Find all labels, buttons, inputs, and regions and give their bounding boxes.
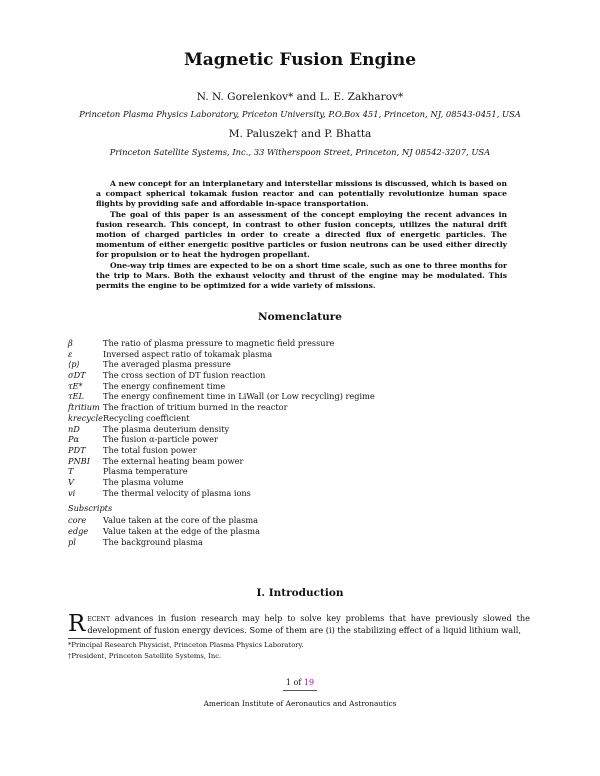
subscript-description: Value taken at the core of the plasma — [103, 515, 259, 526]
nomenclature-row — [68, 402, 528, 413]
subscript-description: The background plasma — [103, 536, 203, 547]
introduction-paragraph — [68, 612, 530, 636]
nomenclature-symbol: vi — [68, 487, 76, 498]
nomenclature-description: The energy confinement time — [103, 380, 226, 391]
nomenclature-description: The averaged plasma pressure — [103, 359, 231, 370]
nomenclature-symbol: T — [68, 466, 74, 477]
nomenclature-row — [68, 370, 528, 381]
abstract-paragraph: The goal of this paper is an assessment of the concept employing the recent advances in fusion research. This concept, in contrast to other fusion concepts, utilizes the natural drift motion of charged particles in order to create a directed flux of energetic particles. The momentum of either energetic positive particles or fusion neutrons can be used either directly for propulsion or to heat the hydrogen propellant. — [96, 209, 507, 260]
subscript-row — [68, 526, 528, 537]
nomenclature-row — [68, 413, 528, 424]
nomenclature-heading: Nomenclature — [258, 311, 342, 323]
nomenclature-description: The total fusion power — [103, 444, 197, 455]
affiliation-1: Princeton Plasma Physics Laboratory, Priceton University, P.O.Box 451, Princeton, NJ, 08543-0451, USA — [79, 109, 521, 119]
abstract-paragraph: One-way trip times are expected to be on a short time scale, such as one to three months for the trip to Mars. Both the exhaust velocity and thrust of the engine may be modulated. This permits the engine to be optimized for a wide variety of missions. — [96, 260, 507, 291]
nomenclature-symbol: ε — [68, 348, 73, 359]
drop-cap: R — [68, 611, 86, 637]
section-heading-introduction: I. Introduction — [256, 587, 344, 599]
nomenclature-symbol: Pα — [68, 434, 80, 445]
footnote-divider — [68, 638, 156, 639]
nomenclature-row — [68, 381, 528, 392]
nomenclature-row — [68, 466, 528, 477]
introduction-text — [68, 612, 530, 636]
nomenclature-row — [68, 338, 528, 349]
subscript-symbol: edge — [68, 526, 89, 536]
nomenclature-symbol: nD — [68, 423, 80, 434]
nomenclature-description: The fraction of tritium burned in the reactor — [103, 402, 288, 413]
subscript-symbol: pl — [68, 536, 76, 547]
intro-body: advances in fusion research may help to solve key problems that have previously slowed the development of fusion energy devices. Some of them are (i) the stabilizing effect of a liquid lithium wall, — [87, 613, 530, 635]
nomenclature-symbol: τEL — [68, 391, 84, 402]
authors-line-1: N. N. Gorelenkov* and L. E. Zakharov* — [196, 91, 404, 103]
nomenclature-description: The fusion α-particle power — [103, 434, 218, 445]
subscript-row — [68, 537, 528, 548]
nomenclature-description: Inversed aspect ratio of tokamak plasma — [103, 348, 273, 359]
nomenclature-list — [68, 338, 528, 547]
nomenclature-row — [68, 456, 528, 467]
nomenclature-description: Plasma temperature — [103, 466, 188, 477]
nomenclature-symbol: ftritium — [68, 402, 100, 413]
subscript-row — [68, 515, 528, 526]
nomenclature-row — [68, 391, 528, 402]
nomenclature-symbol: β — [68, 338, 73, 348]
nomenclature-description: The energy confinement time in LiWall (or Low recycling) regime — [103, 391, 375, 402]
nomenclature-symbol: ⟨p⟩ — [68, 359, 80, 370]
nomenclature-description: Recycling coefficient — [103, 412, 190, 423]
page-number-divider — [283, 690, 317, 691]
nomenclature-row — [68, 424, 528, 435]
nomenclature-row — [68, 359, 528, 370]
nomenclature-symbol: PDT — [68, 444, 86, 455]
nomenclature-symbol: PNBI — [68, 455, 90, 466]
page-total-link[interactable]: 19 — [303, 678, 315, 687]
nomenclature-row — [68, 477, 528, 488]
nomenclature-row — [68, 349, 528, 360]
nomenclature-symbol: krecycle — [68, 412, 103, 423]
nomenclature-description: The plasma deuterium density — [103, 423, 230, 434]
nomenclature-symbol: τE* — [68, 380, 83, 391]
footnote-1: *Principal Research Physicist, Princeton Plasma Physics Laboratory. — [68, 641, 304, 649]
nomenclature-symbol: σDT — [68, 370, 86, 381]
page-footer: American Institute of Aeronautics and Astronautics — [203, 699, 397, 708]
subscripts-heading: Subscripts — [68, 503, 113, 514]
nomenclature-row — [68, 488, 528, 499]
nomenclature-description: The cross section of DT fusion reaction — [103, 370, 266, 381]
nomenclature-description: The external heating beam power — [103, 455, 244, 466]
footnote-2: †President, Princeton Satellite Systems, Inc. — [68, 652, 222, 660]
nomenclature-row — [68, 434, 528, 445]
nomenclature-description: The thermal velocity of plasma ions — [103, 487, 251, 498]
affiliation-2: Princeton Satellite Systems, Inc., 33 Witherspoon Street, Princeton, NJ 08542-3207, USA — [109, 147, 491, 157]
nomenclature-symbol: V — [68, 476, 74, 487]
authors-line-2: M. Paluszek† and P. Bhatta — [228, 128, 372, 140]
page-number-label: 1 of — [285, 678, 302, 687]
nomenclature-description: The ratio of plasma pressure to magnetic field pressure — [103, 338, 335, 348]
intro-small-caps: ecent — [87, 613, 110, 623]
paper-title: Magnetic Fusion Engine — [183, 50, 417, 70]
nomenclature-description: The plasma volume — [103, 476, 184, 487]
subscript-description: Value taken at the edge of the plasma — [103, 526, 260, 536]
abstract-paragraph: A new concept for an interplanetary and interstellar missions is discussed, which is based on a compact spherical tokamak fusion reactor and can potentially revolutionize human space flights by providing safe and affordable in-space transportation. — [96, 179, 507, 209]
subscript-symbol: core — [68, 515, 87, 526]
abstract — [96, 179, 507, 291]
nomenclature-row — [68, 445, 528, 456]
page-number — [0, 678, 600, 687]
